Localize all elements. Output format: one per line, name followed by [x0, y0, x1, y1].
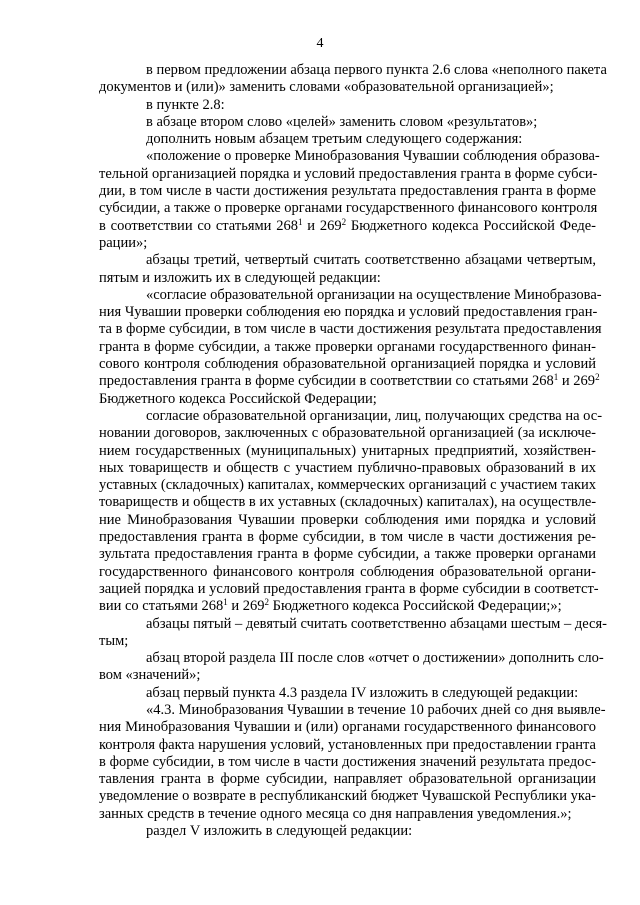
text-line: государственного финансового контроля соблюдения образовательной органи- [99, 563, 596, 580]
paragraph [99, 615, 607, 651]
text-line: зультата предоставления гранта в форме субсидии, а также проверки органами [99, 546, 596, 563]
text-line: ния Минобразования Чувашии и (или) органами государственного финансового [99, 719, 596, 736]
text-line: абзац второй раздела III после слов «отчет о достижении» дополнить сло- [146, 650, 604, 667]
text-line: тельной организацией порядка и условий предоставления гранта в форме субси- [99, 165, 598, 182]
text-line: документов и (или)» заменить словами «образовательной организацией»; [99, 79, 554, 96]
text-line: дополнить новым абзацем третьим следующего содержания: [146, 131, 523, 148]
text-line: контроля факта нарушения условий, установленных при предоставлении гранта [99, 736, 596, 753]
text-line: в первом предложении абзаца первого пункта 2.6 слова «неполного пакета [146, 62, 607, 78]
paragraph [99, 701, 606, 823]
paragraph [99, 131, 596, 148]
text-line: тым; [99, 632, 129, 649]
text-line: тавления гранта в форме субсидии, направляет образовательной организации [99, 771, 596, 788]
text-line: ния Чувашии проверки соблюдения ею порядка и условий предоставления гран- [99, 304, 598, 321]
text-line: предоставления гранта в форме субсидии, в том числе в части достижения ре- [99, 529, 596, 546]
paragraph [99, 286, 602, 408]
text-line: ние Минобразования Чувашии проверки соблюдения ими порядка и условий [99, 511, 596, 528]
text-line: та в форме субсидии, в том числе в части достижения результата предоставления [99, 321, 602, 338]
paragraph [99, 252, 596, 287]
paragraph [99, 97, 596, 114]
text-line: новании договоров, заключенных с образовательной организацией (за исключе- [99, 425, 596, 442]
paragraph [99, 114, 596, 131]
text-line: товариществ и обществ в их уставных (складочных) капиталах), на осуществле- [99, 494, 597, 511]
text-line: раздел V изложить в следующей редакции: [146, 823, 413, 840]
paragraph [99, 148, 600, 252]
text-line: нием государственных (муниципальных) унитарных предприятий, хозяйствен- [99, 442, 596, 459]
text-line: дии, в том числе в части достижения результата предоставления гранта в форме [99, 183, 596, 200]
text-line: абзацы пятый – девятый считать соответственно абзацами шестым – деся- [146, 615, 607, 632]
page-number: 4 [316, 36, 324, 51]
document-body [99, 62, 607, 840]
text-line: вии со статьями $268^1$ и $269^2$ Бюджетного кодекса Российской Федерации;»; [99, 597, 562, 615]
text-line: «согласие образовательной организации на осуществление Минобразова- [146, 286, 602, 303]
text-line: Бюджетного кодекса Российской Федерации; [99, 390, 377, 407]
text-line: абзацы третий, четвертый считать соответственно абзацами четвертым, [146, 252, 596, 269]
text-line: вом «значений»; [99, 667, 201, 684]
paragraph [99, 823, 596, 840]
text-line: зацией порядка и условий предоставления гранта в форме субсидии в соответст- [99, 580, 599, 597]
text-line: абзац первый пункта 4.3 раздела IV изложить в следующей редакции: [146, 684, 579, 701]
text-line: в форме субсидии, в том числе в части достижения значений результата предос- [99, 753, 596, 770]
text-line: ных товариществ и обществ с участием публично-правовых образований в их [99, 459, 596, 476]
text-line: в пункте 2.8: [146, 96, 225, 113]
text-line: в абзаце втором слово «целей» заменить словом «результатов»; [146, 113, 538, 130]
text-line: пятым и изложить их в следующей редакции: [99, 269, 381, 286]
text-line: уставных (складочных) капиталах, коммерческих организаций с участием таких [99, 477, 596, 494]
paragraph [99, 62, 607, 97]
text-line: «положение о проверке Минобразования Чувашии соблюдения образова- [146, 148, 600, 165]
text-line: уведомление о возврате в республиканский бюджет Чувашской Республики ука- [99, 788, 596, 805]
text-line: субсидии, а также о проверке органами государственного финансового контроля [99, 200, 598, 217]
text-line: согласие образовательной организации, лиц, получающих средства на ос- [146, 407, 603, 424]
paragraph [99, 407, 603, 616]
paragraph [99, 685, 596, 702]
text-line: занных средств в течение одного месяца со дня направления уведомления.»; [99, 805, 572, 822]
paragraph [99, 650, 604, 685]
text-line: рации»; [99, 234, 148, 251]
text-line: «4.3. Минобразования Чувашии в течение 10 рабочих дней со дня выявле- [146, 701, 606, 718]
text-line: сового контроля соблюдения образовательной организацией порядка и условий [99, 356, 596, 373]
text-line: гранта в форме субсидии, а также проверки органами государственного финан- [99, 338, 596, 355]
text-line: предоставления гранта в форме субсидии в соответствии со статьями $268^1$ и $269^2$ [99, 372, 600, 390]
text-line: в соответствии со статьями $268^1$ и $269^2$ Бюджетного кодекса Российской Феде- [99, 216, 596, 234]
